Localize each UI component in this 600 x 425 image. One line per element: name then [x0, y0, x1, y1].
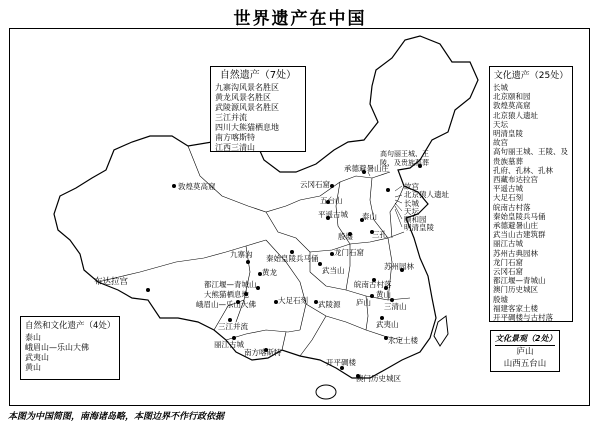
label-jiuzhaigou: 九寨沟	[230, 250, 253, 259]
cultural-item: 平遥古城	[493, 184, 523, 194]
label-changcheng: 长城	[404, 199, 419, 208]
label-bingmayong: 秦始皇陵兵马俑	[266, 254, 319, 263]
site-dot	[172, 184, 176, 188]
label-kaiping: 开平碉楼	[326, 358, 356, 367]
label-wannan: 皖南古村落	[354, 280, 392, 289]
natural-item: 三江并流	[215, 113, 247, 122]
hainan-island	[316, 385, 336, 399]
site-dot	[246, 260, 250, 264]
cultural-item: 北京颐和园	[493, 92, 531, 102]
landscape-item: 庐山	[516, 347, 534, 357]
mixed-item: 黄山	[25, 363, 41, 372]
mixed-item: 武夷山	[25, 353, 49, 362]
cultural-item: 武当山古建筑群	[493, 230, 546, 240]
cultural-landscape-heading: 文化景观（2处）	[495, 333, 555, 346]
natural-item: 四川大熊猫栖息地	[215, 123, 279, 132]
cultural-item: 开平碉楼与古村落	[493, 313, 553, 323]
label-yinxu: 殷墟	[338, 232, 353, 241]
natural-item: 黄龙风景名胜区	[215, 93, 271, 102]
cultural-item: 云冈石窟	[493, 267, 523, 277]
cultural-item: 龙门石窟	[493, 257, 523, 267]
label-wulingyuan: 武陵源	[318, 300, 341, 309]
label-emei: 峨眉山—乐山大佛	[196, 300, 256, 309]
label-dazu: 大足石刻	[278, 296, 308, 305]
map-title: 世界遗产在中国	[233, 9, 367, 29]
label-longmen: 龙门石窟	[334, 248, 364, 257]
label-lushan: 庐山	[356, 298, 371, 307]
mixed-item: 峨眉山—乐山大佛	[25, 343, 89, 352]
landscape-item: 山西五台山	[503, 359, 547, 369]
natural-item: 江西三清山	[215, 143, 255, 152]
cultural-item: 秦始皇陵兵马俑	[493, 211, 546, 221]
cultural-item: 长城	[493, 83, 508, 92]
label-sanqing: 三清山	[384, 302, 407, 311]
label-yiheyuan: 颐和园	[404, 215, 427, 224]
cultural-item: 故宫	[493, 138, 508, 148]
cultural-item: 敦煌莫高窟	[493, 101, 531, 111]
label-sankong: 三孔	[372, 230, 387, 239]
cultural-item: 孔府、孔林、孔林	[493, 165, 553, 175]
label-chengde: 承德避暑山庄	[344, 164, 389, 173]
cultural-item: 承德避暑山庄	[493, 221, 538, 231]
cultural-item: 大足石刻	[493, 193, 523, 203]
cultural-item: 高句丽王城、王陵、及贵族墓葬	[493, 147, 568, 166]
label-macau: 澳门历史城区	[356, 374, 401, 383]
cultural-heritage-heading: 文化遗产（25处）	[493, 71, 569, 81]
natural-item: 九寨沟风景名胜区	[215, 83, 279, 92]
label-tiantan: 天坛	[404, 207, 419, 216]
cultural-item: 都江堰—青城山	[493, 276, 546, 286]
cultural-item: 殷墟	[493, 294, 508, 304]
natural-heritage-heading: 自然遗产（7处）	[219, 70, 297, 81]
label-koguryo: 高句丽王城、王陵、及贵族墓葬	[380, 150, 429, 167]
label-sanjiang: 三江并流	[218, 322, 248, 331]
label-wutai: 五台山	[320, 196, 343, 205]
label-yuanren: 北京猿人遗址	[404, 190, 449, 199]
map-disclaimer: 本图为中国简图，南海诸岛略，本图边界不作行政依据	[8, 412, 225, 422]
label-yungang: 云冈石窟	[300, 180, 330, 189]
cultural-item: 丽江古城	[493, 239, 523, 249]
cultural-landscape-box	[490, 330, 560, 372]
label-tulou: 永定土楼	[388, 336, 418, 345]
label-taishan: 泰山	[362, 212, 377, 221]
cultural-heritage-box	[489, 66, 573, 322]
label-mogao: 敦煌莫高窟	[178, 182, 216, 191]
mixed-heritage-box	[20, 316, 120, 380]
natural-heritage-box	[210, 66, 306, 152]
cultural-item: 澳门历史城区	[493, 285, 538, 295]
taiwan-island	[434, 316, 448, 346]
label-suzhou: 苏州园林	[384, 262, 414, 271]
label-huangshan: 黄山	[376, 290, 391, 299]
label-karst: 南方喀斯特	[244, 348, 282, 357]
mixed-heritage-heading: 自然和文化遗产（4处）	[25, 321, 116, 331]
label-potala: 布达拉宫	[94, 277, 129, 287]
natural-item: 武陵源风景名胜区	[215, 103, 279, 112]
label-pingyao: 平遥古城	[318, 210, 348, 219]
site-dot	[146, 288, 150, 292]
label-wuyishan: 武夷山	[376, 320, 399, 329]
natural-item: 南方喀斯特	[215, 133, 255, 142]
label-mingqing: 明清皇陵	[404, 223, 434, 232]
site-dot	[386, 188, 390, 192]
cultural-item: 明清皇陵	[493, 129, 523, 139]
cultural-item: 天坛	[493, 119, 508, 129]
cultural-item: 西藏布达拉宫	[493, 175, 538, 185]
cultural-item: 福建客家土楼	[493, 303, 538, 313]
cultural-item: 苏州古典园林	[493, 248, 538, 258]
label-huanglong: 黄龙	[262, 268, 277, 277]
label-lijiang: 丽江古城	[214, 340, 244, 349]
mixed-item: 泰山	[25, 333, 41, 342]
cultural-item: 皖南古村落	[493, 202, 531, 212]
label-gugong: 故宫	[404, 182, 419, 191]
label-wudangshan: 武当山	[322, 266, 345, 275]
label-panda: 大熊猫栖息地	[204, 290, 249, 299]
site-dot	[330, 184, 334, 188]
label-dujiangyan: 都江堰—青城山	[204, 280, 257, 289]
cultural-item: 北京猿人遗址	[493, 110, 538, 120]
